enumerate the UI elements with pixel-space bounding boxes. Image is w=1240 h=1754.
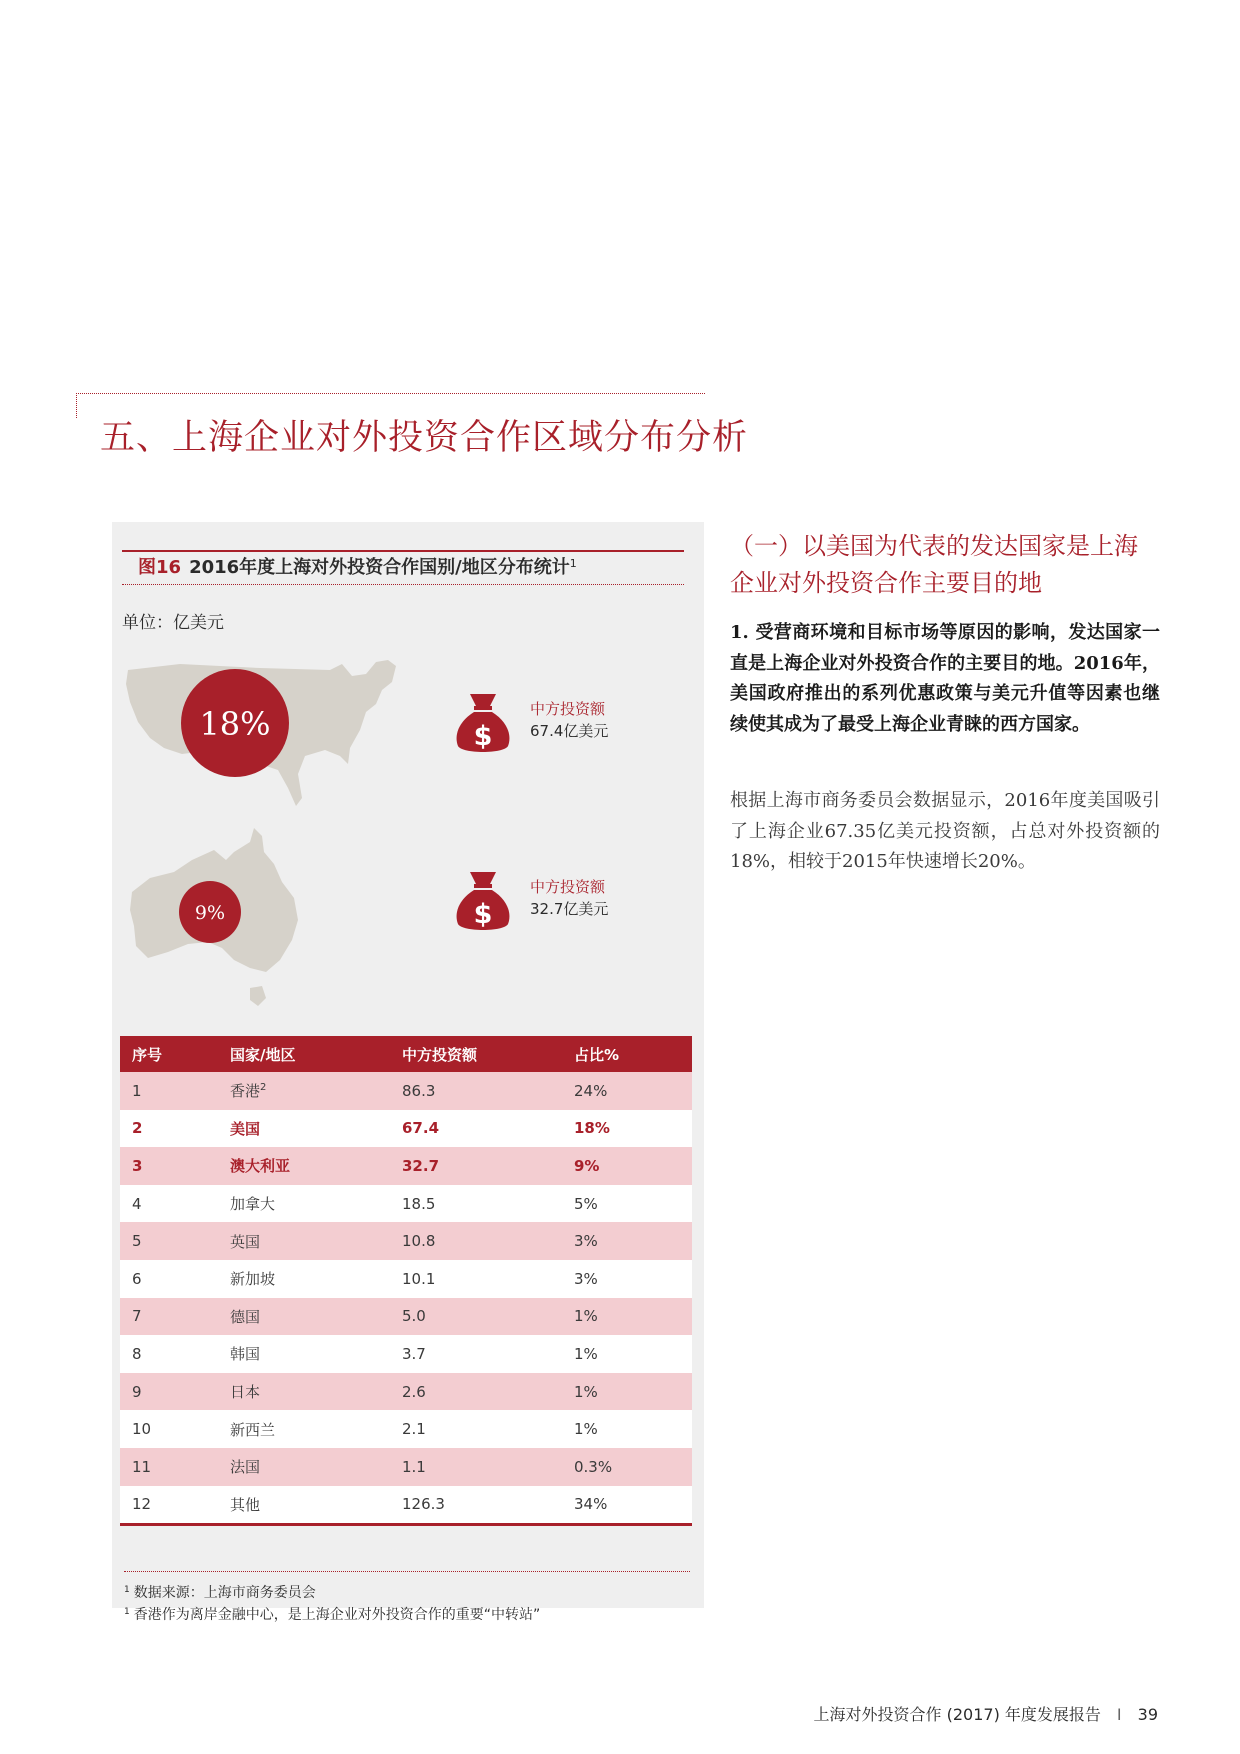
cell-amount [390,1222,562,1260]
cell-rank [120,1410,218,1448]
cell-rank-text: 5 [132,1232,142,1251]
cell-region [218,1486,390,1525]
table-row [120,1072,692,1110]
cell-amount [390,1373,562,1411]
cell-share-text: 0.3% [574,1457,613,1476]
cell-rank [120,1222,218,1260]
table-row [120,1410,692,1448]
figure-panel [112,522,704,1623]
subsection-title: （一）以美国为代表的发达国家是上海企业对外投资合作主要目的地 [730,532,1138,597]
page-footer [814,1702,1158,1725]
cell-rank [120,1110,218,1148]
cell-rank [120,1448,218,1486]
usa-stat-label: 中方投资额 [530,700,606,718]
cell-amount [390,1298,562,1336]
header-region: 国家/地区 [218,1036,390,1072]
cell-region-text: 英国 [230,1232,261,1251]
footnote-sup: 1 [124,1585,130,1595]
cell-share-text: 5% [574,1194,598,1213]
cell-region [218,1448,390,1486]
page-number: 39 [1137,1705,1158,1724]
cell-region [218,1222,390,1260]
header-rank: 序号 [120,1036,218,1072]
figure-number: 图16 [138,557,182,578]
cell-amount-text: 5.0 [402,1307,426,1326]
cell-rank-text: 8 [132,1344,142,1363]
cell-rank [120,1147,218,1185]
cell-amount-text: 18.5 [402,1194,436,1213]
cell-rank-text: 12 [132,1495,152,1514]
table-row [120,1486,692,1525]
cell-share [562,1147,692,1185]
table-header-row [120,1036,692,1072]
cell-rank [120,1072,218,1110]
cell-amount [390,1072,562,1110]
cell-share [562,1448,692,1486]
table-row [120,1185,692,1223]
footer-separator: I [1116,1705,1122,1724]
figure-title [122,550,684,585]
cell-rank-text: 3 [132,1156,143,1175]
footnote [124,1582,316,1602]
table-row [120,1373,692,1411]
body-paragraph: 根据上海市商务委员会数据显示，2016年度美国吸引了上海企业67.35亿美元投资额，占总对外投资额的18%，相较于2015年快速增长20%。 [730,790,1160,872]
cell-rank-text: 11 [132,1457,152,1476]
cell-amount [390,1448,562,1486]
cell-share [562,1222,692,1260]
australia-share-bubble [178,880,242,944]
cell-share [562,1410,692,1448]
table-row [120,1335,692,1373]
figure-title-text: 2016年度上海对外投资合作国别/地区分布统计 [189,557,570,578]
cell-region [218,1072,390,1110]
cell-region [218,1410,390,1448]
cell-share [562,1335,692,1373]
cell-region-text: 美国 [230,1119,261,1138]
cell-share [562,1298,692,1336]
usa-share-text: 18% [199,705,271,743]
cell-region [218,1260,390,1298]
cell-share [562,1110,692,1148]
footnote-divider [124,1571,690,1572]
cell-share [562,1486,692,1525]
header-amount: 中方投资额 [390,1036,562,1072]
cell-region [218,1110,390,1148]
cell-share-text: 18% [574,1119,610,1138]
cell-rank-text: 9 [132,1382,142,1401]
cell-region [218,1298,390,1336]
cell-rank [120,1335,218,1373]
cell-rank [120,1298,218,1336]
cell-share [562,1185,692,1223]
cell-region [218,1185,390,1223]
svg-text:$: $ [473,899,493,930]
cell-rank-text: 4 [132,1194,142,1213]
svg-text:$: $ [473,721,493,752]
cell-region [218,1147,390,1185]
australia-stat-label: 中方投资额 [530,878,606,896]
footnote-text: 数据来源：上海市商务委员会 [133,1585,316,1601]
lead-paragraph: 1. 受营商环境和目标市场等原因的影响，发达国家一直是上海企业对外投资合作的主要目的地。2016年，美国政府推出的系列优惠政策与美元升值等因素也继续使其成为了最受上海企业青睐的西方国家。 [730,622,1160,735]
cell-region-text: 新加坡 [230,1270,276,1289]
table-row [120,1448,692,1486]
cell-share-text: 1% [574,1344,598,1363]
cell-amount-text: 32.7 [402,1156,440,1175]
usa-share-bubble [180,668,290,778]
cell-region-text: 法国 [230,1458,261,1477]
cell-region-text: 新西兰 [230,1420,276,1439]
cell-share-text: 1% [574,1382,598,1401]
cell-region [218,1373,390,1411]
money-bag-icon [452,868,514,934]
cell-amount-text: 126.3 [402,1495,445,1514]
cell-amount [390,1335,562,1373]
australia-stat-value: 32.7亿美元 [530,900,609,918]
cell-share-text: 9% [574,1156,600,1175]
money-bag-icon [452,690,514,756]
cell-region-text: 香港 [230,1082,261,1101]
cell-amount [390,1185,562,1223]
cell-amount-text: 1.1 [402,1457,426,1476]
region-sup: 2 [260,1082,267,1094]
cell-region [218,1335,390,1373]
cell-rank-text: 6 [132,1269,142,1288]
figure-title-sup: 1 [569,557,577,570]
report-title: 上海对外投资合作 (2017) 年度发展报告 [813,1705,1101,1724]
table-row [120,1260,692,1298]
cell-region-text: 德国 [230,1307,261,1326]
cell-share [562,1072,692,1110]
cell-share-text: 1% [574,1307,598,1326]
cell-rank-text: 1 [132,1081,142,1100]
unit-label: 单位：亿美元 [122,613,224,633]
cell-region-text: 澳大利亚 [230,1157,291,1176]
cell-share-text: 3% [574,1232,598,1251]
cell-amount [390,1260,562,1298]
cell-amount-text: 10.8 [402,1232,436,1251]
cell-amount-text: 3.7 [402,1344,426,1363]
cell-rank [120,1486,218,1525]
cell-rank [120,1260,218,1298]
section-title: 五、上海企业对外投资合作区域分布分析 [100,418,749,458]
cell-amount [390,1410,562,1448]
cell-amount-text: 10.1 [402,1269,436,1288]
cell-region-text: 韩国 [230,1345,261,1364]
cell-share [562,1373,692,1411]
cell-amount [390,1110,562,1148]
cell-share-text: 34% [574,1495,608,1514]
cell-rank-text: 2 [132,1119,143,1138]
cell-share-text: 24% [574,1081,608,1100]
cell-amount-text: 2.6 [402,1382,426,1401]
table-row [120,1298,692,1336]
footnote [124,1604,540,1624]
footnote-sup: 1 [124,1607,130,1617]
australia-share-text: 9% [194,902,226,924]
investment-table [120,1036,692,1526]
cell-region-text: 加拿大 [230,1195,276,1214]
cell-share-text: 1% [574,1420,598,1439]
cell-rank-text: 10 [132,1420,152,1439]
cell-amount [390,1486,562,1525]
table-row [120,1222,692,1260]
table-row [120,1110,692,1148]
usa-stat-value: 67.4亿美元 [530,722,609,740]
cell-amount [390,1147,562,1185]
table-row [120,1147,692,1185]
cell-amount-text: 67.4 [402,1119,440,1138]
cell-region-text: 其他 [230,1495,261,1514]
cell-rank [120,1373,218,1411]
cell-share-text: 3% [574,1269,598,1288]
cell-amount-text: 2.1 [402,1420,426,1439]
footnote-text: 香港作为离岸金融中心，是上海企业对外投资合作的重要“中转站” [133,1607,541,1623]
cell-share [562,1260,692,1298]
cell-amount-text: 86.3 [402,1081,436,1100]
header-share: 占比% [562,1036,692,1072]
cell-rank [120,1185,218,1223]
cell-region-text: 日本 [230,1383,261,1402]
cell-rank-text: 7 [132,1307,142,1326]
